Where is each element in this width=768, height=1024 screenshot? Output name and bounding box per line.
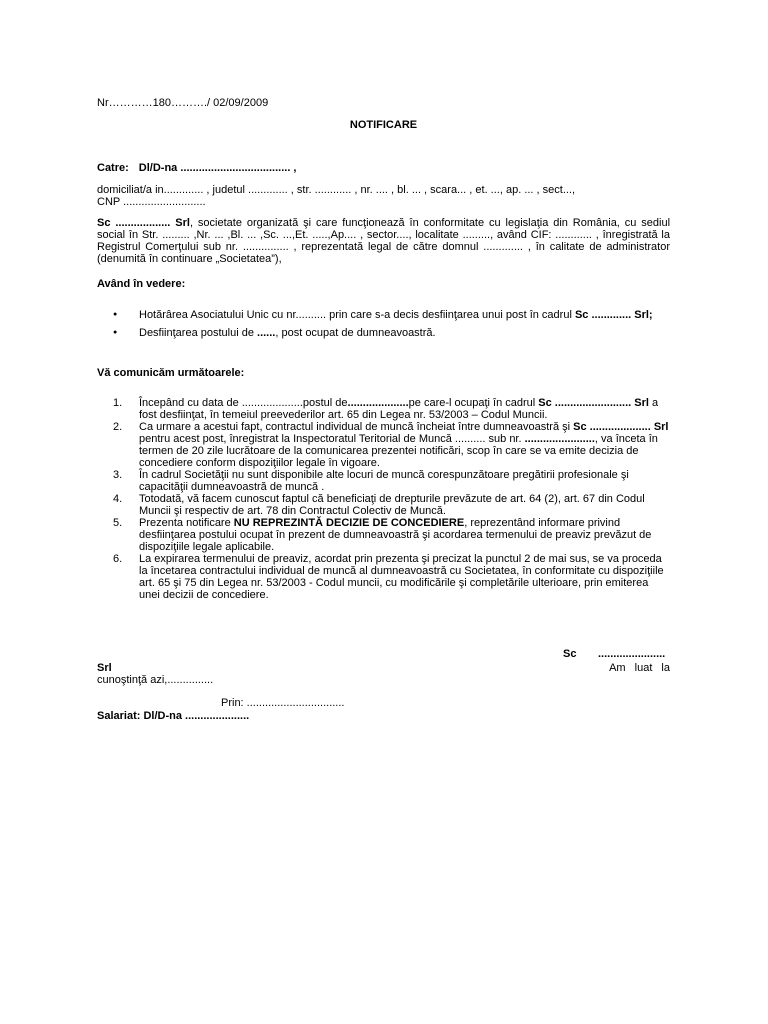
signature-srl: Srl: [97, 662, 112, 674]
list-item: 1. Începând cu data de ....................postul de....................pe care-l ocupaţi în cadrul Sc ......................... Srl a fost desfiinţat, în temeiul preevederilor art. 65 din Legea nr. 53/2003 – Codul Muncii.: [113, 397, 659, 421]
recipient-address: [97, 184, 670, 208]
company-srl: Srl: [175, 217, 190, 229]
list-item: 5. Prezenta notificare NU REPREZINTĂ DECIZIE DE CONCEDIERE, reprezentând informare privind desfiinţarea postului ocupat în prezent de dumneavoastră şi acordarea termenului de preaviz prevăzut de dispoziţiile legale aplicabile.: [113, 517, 652, 553]
acknowledgement-label: Am luat la: [609, 662, 670, 674]
page-title: NOTIFICARE: [349, 119, 418, 131]
list-item: ● Hotărârea Asociatului Unic cu nr.......... prin care s-a decis desfiinţarea unui post în cadrul Sc ............. Srl;: [113, 309, 670, 321]
recipient-label: Catre:: [97, 162, 129, 174]
list-item: ● Desfiinţarea postului de ......, post ocupat de dumneavoastră.: [113, 327, 670, 339]
list-item: 2. Ca urmare a acestui fapt, contractul individual de muncă încheiat între dumneavoastră şi Sc .................... Srl pentru acest post, înregistrat la Inspectoratul Teritorial de Muncă .......... sub nr. ......................., va înceta în termen de 20 zile lucrătoare de la comunicarea prezentei notificări, scop în care se va emite decizia de concediere conform dispoziţiilor legale în vigoare.: [113, 421, 669, 469]
list-item: 4. Totodată, vă facem cunoscut faptul că beneficiaţi de drepturile prevăzute de art. 64 (2), art. 67 din Codul Muncii şi respectiv de art. 78 din Contractul Colectiv de Muncă.: [113, 493, 645, 517]
considering-list: [113, 309, 670, 345]
list-item: 6. La expirarea termenului de preaviz, acordat prin prezenta şi precizat la punctul 2 de mai sus, se va proceda la încetarea contractului individual de muncă al dumneavoastră cu Societatea, în conformitate cu dispoziţiile art. 65 şi 75 din Legea nr. 53/2003 - Codul muncii, cu modificările şi completările ulterioare, prin emiterea unei decizii de concediere.: [113, 553, 664, 601]
acknowledgement-date: cunoştinţă azi,...............: [97, 674, 214, 686]
signature-sc: Sc: [563, 648, 577, 660]
signature-prin: Prin: ................................: [221, 697, 345, 709]
recipient-name: Dl/D-na .................................... ,: [138, 162, 297, 174]
company-paragraph: [97, 217, 670, 265]
notice-number: Nr…………180………./ 02/09/2009: [97, 97, 269, 109]
communicate-list: [113, 397, 670, 601]
cnp-line: CNP ...........................: [97, 196, 206, 208]
address-line: domiciliat/a in............. , judetul ............. , str. ............ , nr. .... , bl. ... , scara... , et. ..., ap. ... , sect...,: [97, 184, 576, 196]
signature-sc-dots: ......................: [598, 648, 666, 660]
communicate-heading: Vă comunicăm următoarele:: [97, 367, 245, 379]
considering-heading: Având în vedere:: [97, 278, 186, 290]
company-text: , societate organizată şi care funcţionează în conformitate cu legislaţia din România, cu sediul social în Str. ......... ,Nr. ... ,Bl. ... ,Sc. ...,Et. .....,Ap.... , sector...., localitate ........., având CIF: ............ , înregistrată la Registrul Comerţului sub nr. ............... , reprezentată legal de către domnul ............. , în calitate de administrator (denumită în continuare „Societatea”),: [97, 217, 671, 265]
list-item: 3. În cadrul Societăţii nu sunt disponibile alte locuri de muncă corespunzătoare pregătirii profesionale şi capacităţii dumneavoastră de muncă .: [113, 469, 629, 493]
company-sc: Sc ..................: [97, 217, 171, 229]
recipient-line: [97, 162, 670, 174]
employee-signature: Salariat: Dl/D-na .....................: [97, 710, 250, 722]
